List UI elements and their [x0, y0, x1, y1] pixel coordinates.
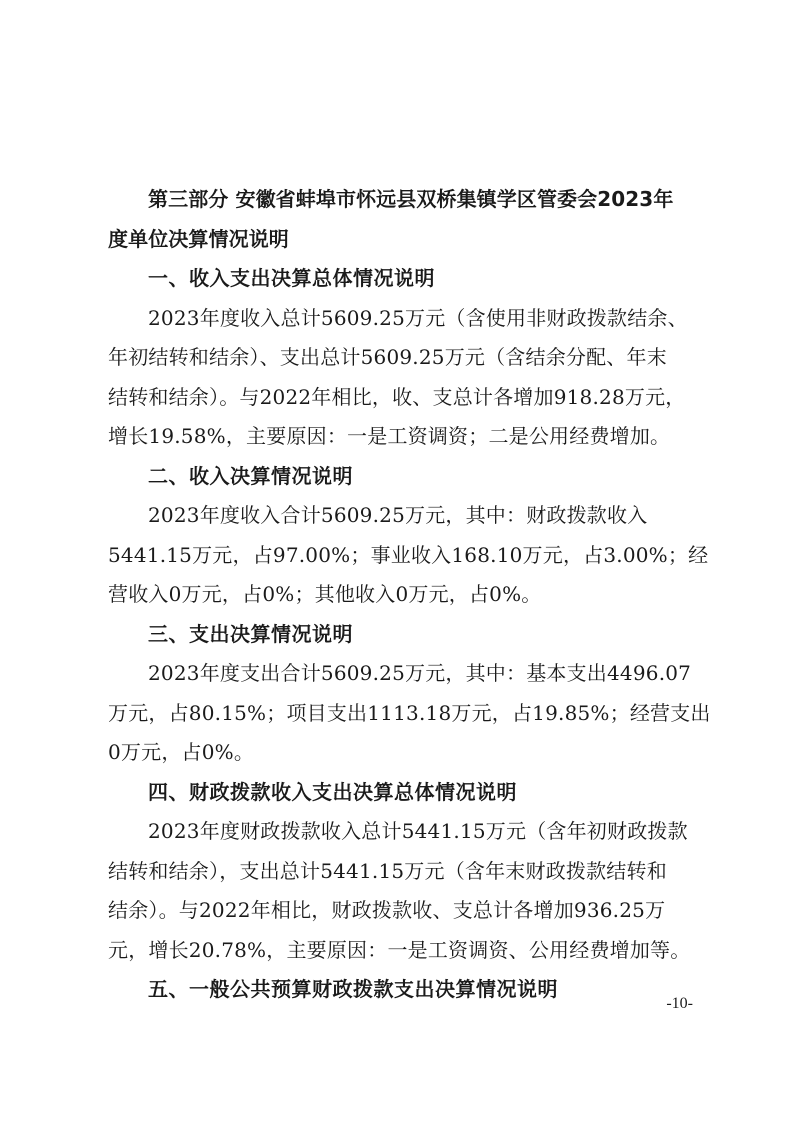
paragraph-line: 结转和结余）。与2022年相比，收、支总计各增加918.28万元，	[108, 384, 686, 409]
paragraph-line: 增长19.58%，主要原因：一是工资调资；二是公用经费增加。	[108, 424, 671, 448]
document-content	[108, 180, 711, 1010]
paragraph-line: 2023年度收入合计5609.25万元，其中：财政拨款收入	[148, 503, 648, 527]
section-general-public-budget	[108, 970, 693, 1010]
section-heading: 二、收入决算情况说明	[148, 463, 353, 488]
section-heading: 三、支出决算情况说明	[148, 621, 353, 646]
paragraph-line: 2023年度财政拨款收入总计5441.15万元（含年初财政拨款	[148, 819, 688, 843]
section-income	[108, 457, 709, 615]
paragraph-line: 0万元，占0%。	[108, 740, 255, 764]
section-fiscal-appropriation-overview	[108, 773, 693, 971]
section-heading: 五、一般公共预算财政拨款支出决算情况说明	[148, 977, 558, 1001]
paragraph-line: 2023年度支出合计5609.25万元，其中：基本支出4496.07	[148, 661, 692, 685]
section-expense	[108, 615, 711, 773]
title-line: 第三部分 安徽省蚌埠市怀远县双桥集镇学区管委会2023年	[148, 187, 674, 211]
paragraph-line: 5441.15万元，占97.00%；事业收入168.10万元，占3.00%；经	[108, 542, 709, 567]
section-heading: 四、财政拨款收入支出决算总体情况说明	[148, 779, 517, 804]
section-income-expense-overview	[108, 259, 693, 457]
paragraph-line: 年初结转和结余）、支出总计5609.25万元（含结余分配、年末	[108, 345, 667, 369]
paragraph-line: 结余）。与2022年相比，财政拨款收、支总计各增加936.25万	[108, 898, 666, 922]
paragraph-line: 营收入0万元，占0%；其他收入0万元，占0%。	[108, 582, 542, 606]
paragraph-line: 元，增长20.78%，主要原因：一是工资调资、公用经费增加等。	[108, 937, 691, 962]
section-heading: 一、收入支出决算总体情况说明	[148, 266, 435, 290]
paragraph-line: 结转和结余），支出总计5441.15万元（含年末财政拨款结转和	[108, 858, 667, 883]
paragraph-line: 万元，占80.15%；项目支出1113.18万元，占19.85%；经营支出	[108, 700, 711, 725]
title-line: 度单位决算情况说明	[108, 226, 289, 251]
document-title	[108, 180, 693, 259]
paragraph-line: 2023年度收入总计5609.25万元（含使用非财政拨款结余、	[148, 305, 688, 330]
page-number: -10-	[666, 995, 693, 1012]
